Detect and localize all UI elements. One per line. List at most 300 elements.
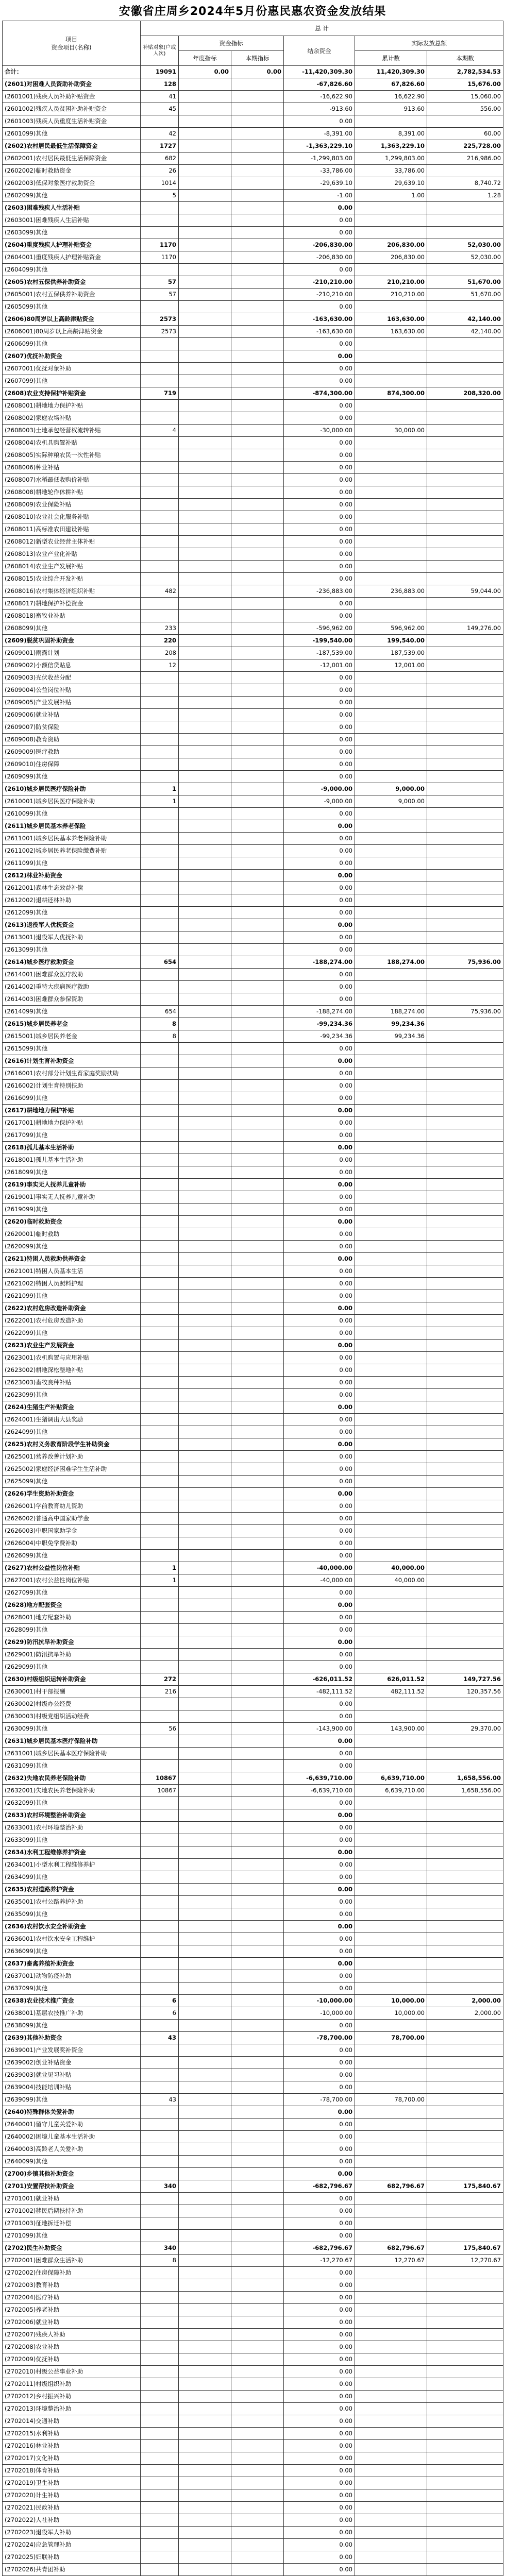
cell-budget-year [179,1896,231,1908]
cell-balance: 0.00 [284,2465,355,2477]
cell-budget-curr [231,301,284,313]
table-row [3,2205,503,2217]
table-row [3,1673,503,1686]
cell-paid-cum [355,1896,427,1908]
cell-people [141,2502,179,2514]
cell-paid-curr [427,1166,503,1179]
cell-people: 43 [141,2032,179,2044]
cell-balance: 0.00 [284,1340,355,1352]
cell-paid-curr [427,1265,503,1278]
cell-paid-cum: 16,622.90 [355,91,427,103]
cell-budget-curr [231,931,284,944]
cell-people [141,363,179,375]
cell-paid-curr [427,882,503,894]
cell-paid-curr [427,1463,503,1476]
cell-people [141,1352,179,1364]
cell-people [141,1587,179,1599]
cell-budget-year [179,1080,231,1092]
table-row [3,1760,503,1772]
cell-paid-curr [427,1142,503,1154]
table-row [3,2242,503,2255]
cell-budget-curr [231,2230,284,2242]
cell-paid-curr: 2,000.00 [427,2007,503,2020]
cell-budget-year [179,697,231,709]
cell-name: (2606001)80周岁以上高龄津贴资金 [3,326,141,338]
cell-balance: 0.00 [284,721,355,734]
cell-paid-cum [355,672,427,684]
table-row [3,449,503,462]
cell-paid-cum [355,1958,427,1970]
cell-paid-cum: 163,630.00 [355,313,427,326]
cell-name: (2613099)其他 [3,944,141,956]
cell-budget-curr [231,845,284,857]
cell-name: (2640)特殊群体关爱补助 [3,2106,141,2119]
cell-people [141,697,179,709]
cell-balance: 0.00 [284,808,355,820]
cell-people [141,2514,179,2527]
cell-budget-curr [231,820,284,833]
cell-people: 1 [141,1562,179,1574]
table-row [3,1871,503,1884]
cell-paid-cum [355,1340,427,1352]
cell-balance: -6,639,710.00 [284,1785,355,1797]
cell-name: (2627)农村公益性岗位补贴 [3,1562,141,1574]
cell-budget-curr [231,1871,284,1884]
cell-budget-curr [231,1846,284,1859]
cell-balance: 0.00 [284,1896,355,1908]
cell-budget-year [179,2428,231,2440]
table-row [3,647,503,659]
cell-budget-year [179,1191,231,1204]
cell-budget-curr [231,1414,284,1426]
cell-balance: 0.00 [284,338,355,350]
cell-budget-curr [231,338,284,350]
cell-people [141,1105,179,1117]
cell-budget-curr [231,598,284,610]
cell-people [141,1525,179,1537]
cell-people [141,2440,179,2452]
cell-paid-cum: 33,786.00 [355,165,427,177]
cell-budget-curr [231,1599,284,1612]
header-project-name: 资金项目(名称) [51,44,92,51]
cell-people [141,1834,179,1846]
cell-paid-curr [427,1513,503,1525]
cell-budget-year [179,2391,231,2403]
table-row [3,1884,503,1896]
table-row [3,2428,503,2440]
cell-paid-curr [427,561,503,573]
cell-budget-year [179,2539,231,2551]
cell-name: (2616)计划生育补助资金 [3,1055,141,1067]
cell-budget-curr [231,1550,284,1562]
cell-paid-curr [427,2391,503,2403]
cell-balance: 0.00 [284,2230,355,2242]
table-row [3,1414,503,1426]
cell-balance: 0.00 [284,1451,355,1463]
table-row [3,2168,503,2180]
cell-paid-curr [427,2057,503,2069]
table-row [3,845,503,857]
cell-budget-curr [231,400,284,412]
cell-people [141,1302,179,1315]
cell-paid-curr [427,845,503,857]
cell-name: (2625)农村义务教育阶段学生补助资金 [3,1438,141,1451]
cell-paid-curr [427,2044,503,2057]
cell-budget-curr [231,1055,284,1067]
cell-paid-cum [355,808,427,820]
cell-people: 41 [141,91,179,103]
cell-budget-curr [231,2329,284,2341]
cell-people [141,2428,179,2440]
cell-name: (2702008)农业补助 [3,2341,141,2353]
cell-paid-cum: 163,630.00 [355,326,427,338]
table-row [3,1290,503,1302]
cell-balance: 0.00 [284,1241,355,1253]
cell-people [141,1612,179,1624]
cell-paid-cum: 143,900.00 [355,1723,427,1735]
cell-budget-curr [231,1859,284,1871]
cell-budget-curr [231,1401,284,1414]
table-row [3,573,503,585]
cell-balance: 0.00 [284,1476,355,1488]
cell-name: (2628)地方配套资金 [3,1599,141,1612]
cell-paid-cum [355,1253,427,1265]
table-row [3,2292,503,2304]
cell-name: (2608016)农村集体经济组织补贴 [3,585,141,598]
cell-paid-cum: 682,796.67 [355,2180,427,2193]
cell-paid-curr [427,573,503,585]
cell-balance: 0.00 [284,1265,355,1278]
cell-budget-curr [231,1290,284,1302]
header-group-total: 总 计 [141,21,503,36]
cell-budget-curr [231,894,284,907]
cell-paid-cum: 11,420,309.30 [355,66,427,78]
table-row [3,1105,503,1117]
cell-name: (2608)农业支持保护补贴资金 [3,387,141,400]
table-row [3,103,503,115]
cell-paid-cum: 913.60 [355,103,427,115]
table-row [3,289,503,301]
cell-name: (2617001)耕地地力保护补贴 [3,1117,141,1129]
cell-budget-curr [231,1970,284,1982]
table-row [3,981,503,993]
cell-name: (2601001)残疾人员补助补贴资金 [3,91,141,103]
cell-name: (2604)重度残疾人护理补贴资金 [3,239,141,251]
cell-name: (2622099)其他 [3,1327,141,1340]
cell-name: (2606)80周岁以上高龄津贴资金 [3,313,141,326]
cell-paid-curr [427,734,503,746]
cell-budget-curr [231,1265,284,1278]
cell-paid-curr [427,1216,503,1228]
cell-budget-year [179,1723,231,1735]
cell-name: (2610099)其他 [3,808,141,820]
cell-paid-cum [355,2514,427,2527]
table-row [3,635,503,647]
cell-budget-year [179,598,231,610]
cell-balance: 0.00 [284,1525,355,1537]
cell-budget-curr [231,2304,284,2316]
cell-paid-cum [355,1142,427,1154]
cell-paid-cum: 187,539.00 [355,647,427,659]
cell-paid-cum [355,338,427,350]
table-row [3,152,503,165]
cell-paid-cum [355,746,427,758]
cell-budget-year [179,2440,231,2452]
cell-budget-year [179,573,231,585]
cell-name: (2638001)基层农技推广补助 [3,2007,141,2020]
cell-people: 43 [141,2094,179,2106]
cell-paid-cum: 6,639,710.00 [355,1785,427,1797]
cell-budget-year [179,1451,231,1463]
cell-paid-cum [355,1710,427,1723]
cell-people [141,1748,179,1760]
cell-paid-curr [427,1933,503,1945]
cell-balance: 0.00 [284,1438,355,1451]
cell-people: 5 [141,190,179,202]
cell-name: (2609004)公益岗位补贴 [3,684,141,697]
cell-budget-curr [231,1142,284,1154]
table-row [3,190,503,202]
cell-people [141,2465,179,2477]
cell-name: (2702009)优抚补助 [3,2353,141,2366]
table-row [3,1958,503,1970]
cell-people [141,1970,179,1982]
cell-people [141,1401,179,1414]
cell-paid-cum [355,1080,427,1092]
cell-budget-year [179,2119,231,2131]
cell-people [141,1809,179,1822]
cell-paid-cum [355,1055,427,1067]
cell-name: (2608012)新型农业经营主体补贴 [3,536,141,548]
cell-balance: 0.00 [284,1859,355,1871]
cell-paid-cum [355,820,427,833]
table-row [3,1649,503,1661]
cell-people [141,734,179,746]
cell-budget-year [179,2378,231,2391]
cell-balance: 0.00 [284,2205,355,2217]
cell-budget-curr [231,1204,284,1216]
cell-people: 2573 [141,326,179,338]
cell-people [141,1735,179,1748]
cell-paid-cum: 40,000.00 [355,1562,427,1574]
cell-paid-cum [355,2069,427,2081]
cell-budget-curr [231,313,284,326]
cell-budget-curr [231,2452,284,2465]
cell-name: (2603)困难残疾人生活补贴 [3,202,141,214]
cell-balance: -163,630.00 [284,313,355,326]
cell-budget-curr [231,1661,284,1673]
cell-people [141,2081,179,2094]
table-row [3,1834,503,1846]
cell-name: (2616099)其他 [3,1092,141,1105]
cell-name: (2601)对困难人员资助补助资金 [3,78,141,91]
cell-budget-year [179,338,231,350]
table-row [3,375,503,387]
cell-name: (2640002)困境儿童基本生活补助 [3,2131,141,2143]
cell-people [141,1142,179,1154]
cell-paid-curr [427,771,503,783]
cell-paid-cum [355,2353,427,2366]
cell-people [141,1253,179,1265]
cell-paid-curr [427,2292,503,2304]
cell-balance: 0.00 [284,1958,355,1970]
cell-budget-curr [231,2044,284,2057]
cell-people: 57 [141,289,179,301]
header-budget: 资金指标 [179,36,284,51]
table-row [3,795,503,808]
cell-budget-year [179,795,231,808]
cell-name: (2620)临时救助资金 [3,1216,141,1228]
table-row [3,2304,503,2316]
cell-balance: 0.00 [284,2353,355,2366]
cell-paid-curr [427,635,503,647]
table-row [3,598,503,610]
cell-name: (2637001)动物防疫补助 [3,1970,141,1982]
cell-paid-cum: 482,111.52 [355,1686,427,1698]
cell-name: (2628099)其他 [3,1624,141,1636]
cell-name: (2608002)家庭农场补贴 [3,412,141,425]
cell-budget-year [179,400,231,412]
table-row [3,425,503,437]
cell-budget-year [179,1006,231,1018]
cell-name: (2624001)生猪调出大县奖励 [3,1414,141,1426]
table-row [3,1018,503,1030]
cell-name: (2629)防汛抗旱补助资金 [3,1636,141,1649]
table-row [3,1636,503,1649]
cell-budget-curr [231,152,284,165]
cell-paid-cum [355,561,427,573]
cell-budget-curr [231,412,284,425]
cell-name: (2607099)其他 [3,375,141,387]
cell-people [141,548,179,561]
cell-budget-year [179,1834,231,1846]
cell-name: (2615)城乡居民养老金 [3,1018,141,1030]
cell-paid-cum: 30,000.00 [355,425,427,437]
cell-people [141,882,179,894]
cell-budget-curr [231,1624,284,1636]
cell-people [141,227,179,239]
cell-balance: 0.00 [284,1698,355,1710]
cell-paid-curr [427,2415,503,2428]
cell-budget-year [179,214,231,227]
cell-name: (2630002)村级办公经费 [3,1698,141,1710]
cell-paid-curr [427,499,503,511]
cell-budget-year [179,894,231,907]
table-row [3,264,503,276]
table-row [3,746,503,758]
cell-paid-curr [427,350,503,363]
cell-budget-curr [231,499,284,511]
cell-people [141,684,179,697]
cell-paid-cum: 206,830.00 [355,251,427,264]
cell-balance: -626,011.52 [284,1673,355,1686]
cell-people: 1014 [141,177,179,190]
cell-budget-year [179,1710,231,1723]
cell-name: (2633099)其他 [3,1834,141,1846]
cell-paid-curr [427,647,503,659]
table-row [3,1970,503,1982]
cell-balance: 0.00 [284,1426,355,1438]
table-row [3,2180,503,2193]
cell-name: (2617099)其他 [3,1129,141,1142]
cell-paid-cum [355,610,427,622]
cell-budget-year [179,350,231,363]
cell-paid-curr: 2,782,534.53 [427,66,503,78]
table-row [3,2007,503,2020]
cell-people [141,1117,179,1129]
cell-people: 6 [141,2007,179,2020]
cell-paid-curr [427,1179,503,1191]
cell-paid-cum [355,1587,427,1599]
cell-name: (2626003)中职国家助学金 [3,1525,141,1537]
cell-paid-cum [355,1797,427,1809]
cell-budget-curr [231,2341,284,2353]
cell-paid-cum [355,907,427,919]
cell-budget-curr [231,2168,284,2180]
cell-paid-cum [355,1809,427,1822]
table-row [3,1562,503,1574]
cell-paid-cum [355,1537,427,1550]
cell-balance: 0.00 [284,2440,355,2452]
cell-budget-year [179,931,231,944]
cell-paid-curr: 1.28 [427,190,503,202]
cell-budget-curr: 0.00 [231,66,284,78]
table-row [3,1204,503,1216]
cell-budget-curr [231,1822,284,1834]
cell-budget-curr [231,2217,284,2230]
cell-people [141,2329,179,2341]
cell-paid-cum [355,1908,427,1921]
table-row [3,1117,503,1129]
cell-name: (2621)特困人员救助供养资金 [3,1253,141,1265]
cell-people [141,1265,179,1278]
cell-people [141,2378,179,2391]
table-row [3,1500,503,1513]
cell-paid-curr [427,1414,503,1426]
cell-budget-curr [231,1228,284,1241]
cell-budget-curr [231,2440,284,2452]
cell-paid-curr [427,437,503,449]
cell-paid-curr [427,610,503,622]
cell-paid-curr [427,2527,503,2539]
table-row [3,1748,503,1760]
table-row [3,2489,503,2502]
cell-name: (2702013)环境整治补助 [3,2403,141,2415]
cell-people [141,1908,179,1921]
cell-budget-year [179,1809,231,1822]
cell-paid-cum [355,1488,427,1500]
cell-paid-cum: 6,639,710.00 [355,1772,427,1785]
subsidy-table [2,21,503,2576]
cell-people [141,1278,179,1290]
cell-paid-curr [427,1587,503,1599]
cell-balance: 0.00 [284,2489,355,2502]
cell-name: (2606099)其他 [3,338,141,350]
cell-balance: 0.00 [284,511,355,523]
table-row [3,2020,503,2032]
cell-budget-curr [231,709,284,721]
cell-paid-curr [427,2366,503,2378]
cell-budget-year [179,647,231,659]
cell-name: (2620001)临时救助 [3,1228,141,1241]
cell-name: (2622001)农村危房改造补助 [3,1315,141,1327]
cell-name: (2608004)农机具购置补贴 [3,437,141,449]
cell-paid-curr [427,1067,503,1080]
cell-paid-curr [427,1945,503,1958]
cell-budget-year [179,2057,231,2069]
cell-budget-year [179,2477,231,2489]
cell-paid-curr [427,2119,503,2131]
